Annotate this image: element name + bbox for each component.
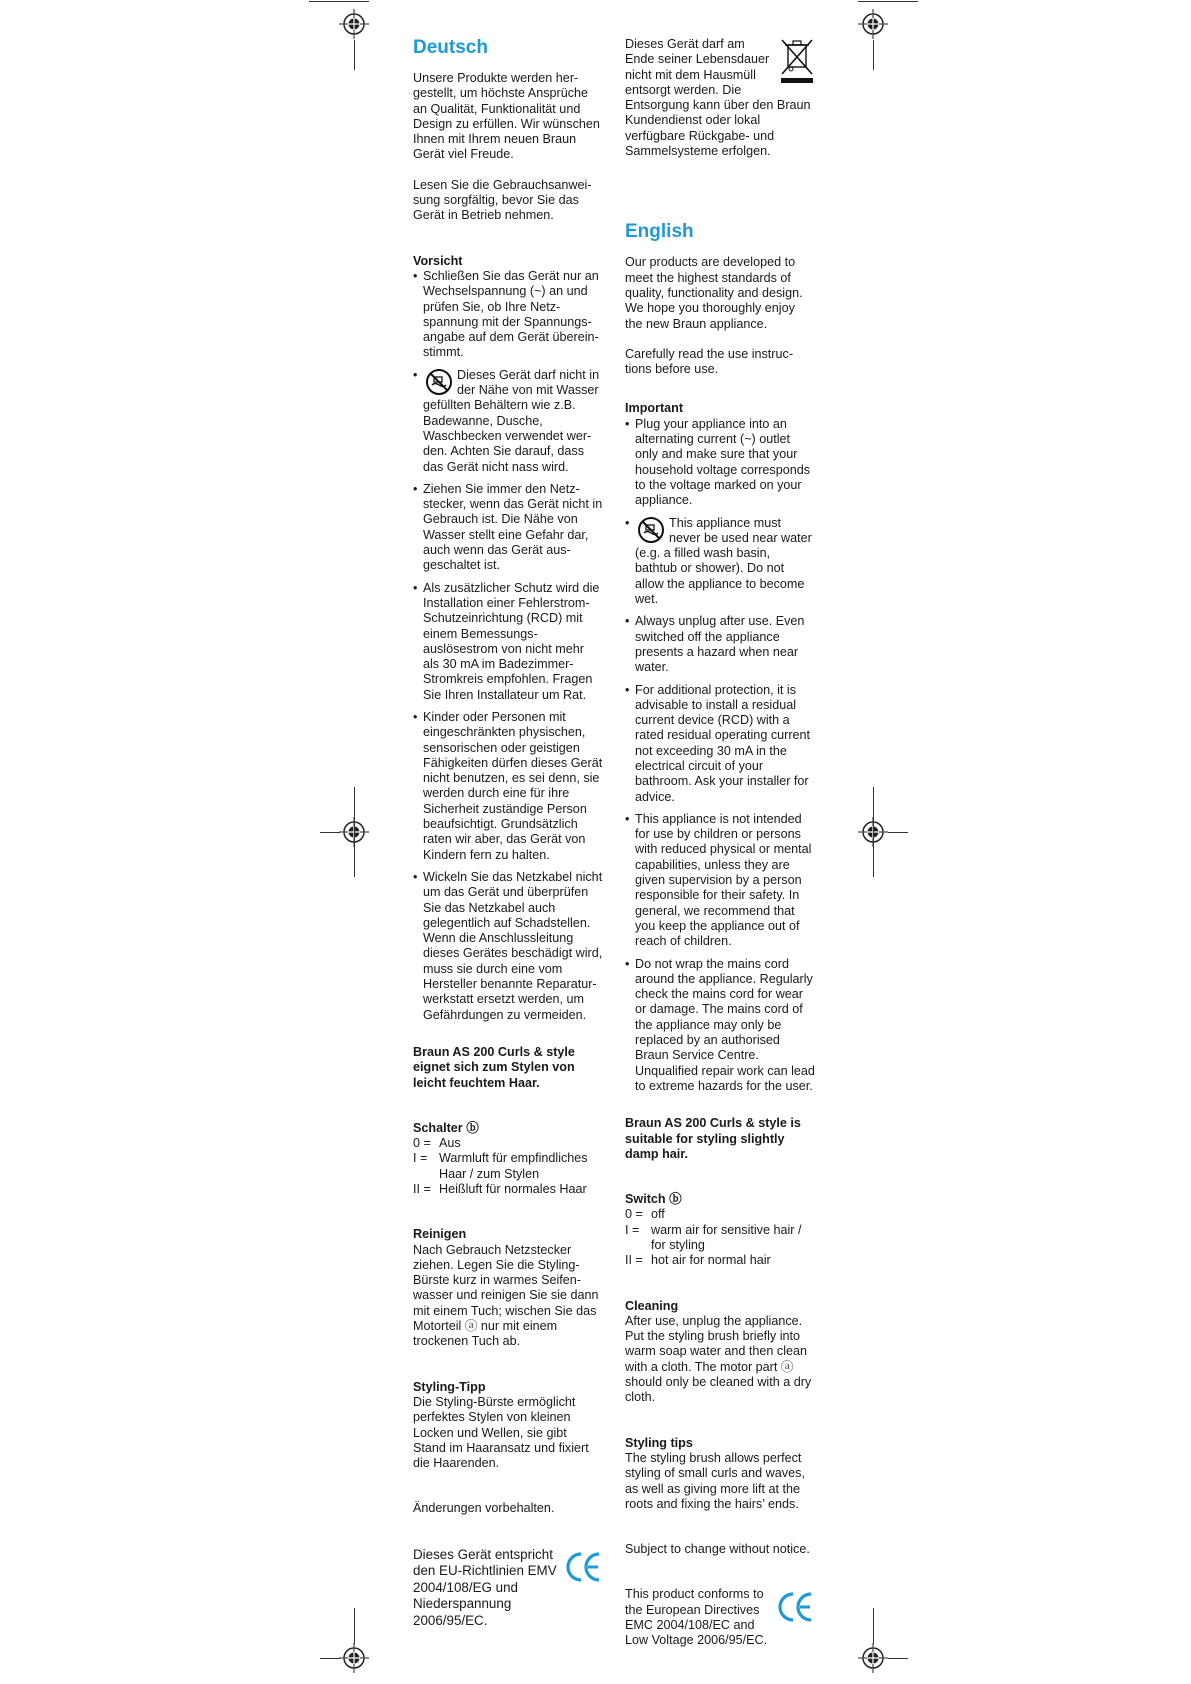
german-switch-row-0 <box>413 1136 603 1151</box>
switch-value: Aus <box>439 1136 461 1151</box>
german-change-notice: Änderungen vorbehalten. <box>413 1501 555 1516</box>
crop-line-top-left <box>309 1 369 2</box>
german-bullet-6: • Wickeln Sie das Netzkabel nicht um das Gerät und überprüfen Sie das Netzkabel auch gelegentlich auf Schadstellen. Wenn die Anschlussleitung dieses Gerätes beschädigt wird, muss sie durch eine vom Hersteller benannte Reparaturwerkstatt ersetzt werden, um Gefährdungen zu vermeiden. <box>413 870 603 1023</box>
german-conformity-text: Dieses Gerät entspricht den EU-Richtlinien EMV 2004/108/EG und Niederspannung 2006/95/EC. <box>413 1546 557 1628</box>
german-intro: Unsere Produkte werden hergestellt, um höchste Ansprüche an Qualität, Funktionalität und Design zu erfüllen. Wir wünschen Ihnen mit Ihrem neuen Braun Gerät viel Freude. <box>413 71 600 162</box>
english-bullet-2 <box>625 516 815 608</box>
crossed-out-bin-icon <box>779 37 815 85</box>
german-bullet-5: • Kinder oder Personen mit eingeschränkten physischen, sensorischen oder geistigen Fähigkeiten dürfen dieses Gerät nicht benutzen, es sei denn, sie werden durch eine für ihre Sicherheit zuständige Person beaufsichtigt. Grundsätzlich raten wir aber, das Gerät von Kindern fern zu halten. <box>413 710 603 863</box>
crop-line-left-vertical-bottom <box>354 1608 355 1644</box>
no-water-icon <box>637 516 665 544</box>
english-heading: English <box>625 221 694 243</box>
english-column <box>625 37 815 1649</box>
german-cleaning-text: Nach Gebrauch Netzstecker ziehen. Legen Sie die Styling-Bürste kurz in warmes Seifenwasser und reinigen Sie sie dann mit einem Tuch; wischen Sie das Motorteil ⓐ nur mit einem trockenen Tuch ab. <box>413 1242 599 1349</box>
german-styling-text: Die Styling-Bürste ermöglicht perfektes Stylen von kleinen Locken und Wellen, sie gibt Stand im Haaransatz und fixiert die Haarenden. <box>413 1394 589 1471</box>
registration-mark-top-right-icon <box>858 9 888 39</box>
german-read-instructions: Lesen Sie die Gebrauchsanweisung sorgfältig, bevor Sie das Gerät in Betrieb nehmen. <box>413 177 592 223</box>
crop-line-top-right <box>858 1 918 2</box>
english-product-statement: Braun AS 200 Curls & style is suitable for styling slightly damp hair. <box>625 1116 801 1161</box>
english-bullet-3: • Always unplug after use. Even switched off the appliance presents a hazard when near water. <box>625 614 815 675</box>
english-change-notice: Subject to change without notice. <box>625 1542 810 1557</box>
registration-mark-bottom-left-icon <box>339 1643 369 1673</box>
german-column <box>413 37 603 1629</box>
german-switch-heading: Schalter ⓑ <box>413 1120 479 1135</box>
switch-value: off <box>651 1207 665 1222</box>
english-bullet-5: • This appliance is not intended for use by children or persons with reduced physical or mental capabilities, unless they are given supervision by a person responsible for their safety. In general, we recommend that you keep the appliance out of reach of children. <box>625 812 815 950</box>
german-conformity <box>413 1547 603 1630</box>
german-safety-list <box>413 269 603 1023</box>
registration-mark-bottom-right-icon <box>858 1643 888 1673</box>
switch-key: II = <box>413 1182 431 1196</box>
crop-line-left-horizontal-bottom <box>320 1658 340 1659</box>
german-product-statement: Braun AS 200 Curls & style eignet sich zum Stylen von leicht feuchtem Haar. <box>413 1044 575 1090</box>
crop-line-left-vertical-top <box>354 40 355 70</box>
german-cleaning-heading: Reinigen <box>413 1227 467 1242</box>
german-bullet-3: • Ziehen Sie immer den Netzstecker, wenn das Gerät nicht in Gebrauch ist. Die Nähe von Wasser stellt eine Gefahr dar, auch wenn das Gerät ausgeschaltet ist. <box>413 482 603 574</box>
german-bullet-1: • Schließen Sie das Gerät nur an Wechselspannung (~) an und prüfen Sie, ob Ihre Netzspannung mit der Spannungsangabe auf dem Gerät übereinstimmt. <box>413 269 603 361</box>
german-caution-heading: Vorsicht <box>413 253 463 268</box>
english-bullet-6: • Do not wrap the mains cord around the appliance. Regularly check the mains cord for wear or damage. The mains cord of the appliance may only be replaced by an authorised Braun Service Centre. Unqualified repair work can lead to extreme hazards for the user. <box>625 957 815 1095</box>
english-cleaning-text: After use, unplug the appliance. Put the styling brush briefly into warm soap water and then clean with a cloth. The motor part ⓐ should only be cleaned with a dry cloth. <box>625 1313 812 1405</box>
english-conformity <box>625 1587 815 1648</box>
german-switch-row-1 <box>413 1151 603 1182</box>
english-bullet-1: • Plug your appliance into an alternating current (~) outlet only and make sure that your household voltage corresponds to the voltage marked on your appliance. <box>625 417 815 509</box>
switch-key: II = <box>625 1253 643 1268</box>
german-heading: Deutsch <box>413 37 488 58</box>
english-switch-row-0 <box>625 1207 815 1222</box>
disposal-notice <box>625 37 815 159</box>
english-cleaning-heading: Cleaning <box>625 1298 679 1313</box>
german-bullet-2-text: Dieses Gerät darf nicht in der Nähe von mit Wasser gefüllten Behältern wie z.B. Badewanne, Dusche, Waschbecken verwendet werden. Achten Sie darauf, dass das Gerät nicht nass wird. <box>423 367 600 474</box>
switch-value: hot air for normal hair <box>651 1253 771 1268</box>
crop-line-left-vertical-mid <box>354 787 355 877</box>
english-switch-row-1 <box>625 1223 815 1254</box>
switch-key: 0 = <box>625 1207 643 1222</box>
registration-mark-top-left-icon <box>339 9 369 39</box>
switch-value: Heißluft für normales Haar <box>439 1182 587 1196</box>
german-bullet-2 <box>413 368 603 475</box>
ce-mark-icon <box>563 1549 603 1585</box>
english-styling-text: The styling brush allows perfect styling of small curls and waves, as well as giving more lift at the roots and fixing the hairs’ ends. <box>625 1450 805 1511</box>
switch-key: I = <box>625 1222 640 1237</box>
english-important-heading: Important <box>625 401 684 416</box>
crop-line-right-vertical-mid <box>873 787 874 877</box>
english-bullet-4: • For additional protection, it is advisable to install a residual current device (RCD) with a rated residual operating current not exceeding 30 mA in the electrical circuit of your bathroom. Ask your installer for advice. <box>625 683 815 805</box>
english-switch-row-2 <box>625 1253 815 1268</box>
english-conformity-text: This product conforms to the European Directives EMC 2004/108/EC and Low Voltage 2006/95/EC. <box>625 1587 768 1648</box>
german-bullet-4: • Als zusätzlicher Schutz wird die Installation einer Fehlerstrom-Schutzeinrichtung (RCD) mit einem Bemessungsauslösestrom von nicht mehr als 30 mA im Badezimmer-Stromkreis empfohlen. Fragen Sie Ihren Installateur um Rat. <box>413 581 603 703</box>
crop-line-left-horizontal-mid <box>320 832 340 833</box>
english-bullet-2-text: This appliance must never be used near water (e.g. a filled wash basin, bathtub or shower). Do not allow the appliance to become wet. <box>635 515 812 607</box>
english-intro: Our products are developed to meet the highest standards of quality, functionality and design. We hope you thoroughly enjoy the new Braun appliance. <box>625 255 803 331</box>
ce-mark-icon <box>775 1589 815 1625</box>
german-switch-row-2 <box>413 1182 603 1197</box>
crop-line-right-vertical-top <box>873 40 874 70</box>
disposal-text: Dieses Gerät darf am Ende seiner Lebensdauer nicht mit dem Hausmüll entsorgt werden. Die Entsorgung kann über den Braun Kundendienst oder lokal verfügbare Rückgabe- und Sammelsysteme erfolgen. <box>625 37 811 159</box>
crop-line-right-horizontal-mid <box>888 832 908 833</box>
no-water-icon <box>425 368 453 396</box>
crop-line-right-horizontal-bottom <box>888 1658 908 1659</box>
switch-key: 0 = <box>413 1136 431 1151</box>
crop-line-right-vertical-bottom <box>873 1608 874 1644</box>
switch-value: warm air for sensitive hair / for styling <box>651 1222 802 1252</box>
switch-key: I = <box>413 1151 428 1166</box>
english-read-instructions: Carefully read the use instructions before use. <box>625 346 794 377</box>
switch-value: Warmluft für empfindliches Haar / zum Stylen <box>439 1151 588 1181</box>
english-safety-list <box>625 417 815 1094</box>
english-styling-heading: Styling tips <box>625 1435 693 1450</box>
german-styling-heading: Styling-Tipp <box>413 1379 486 1394</box>
english-switch-heading: Switch ⓑ <box>625 1192 682 1207</box>
